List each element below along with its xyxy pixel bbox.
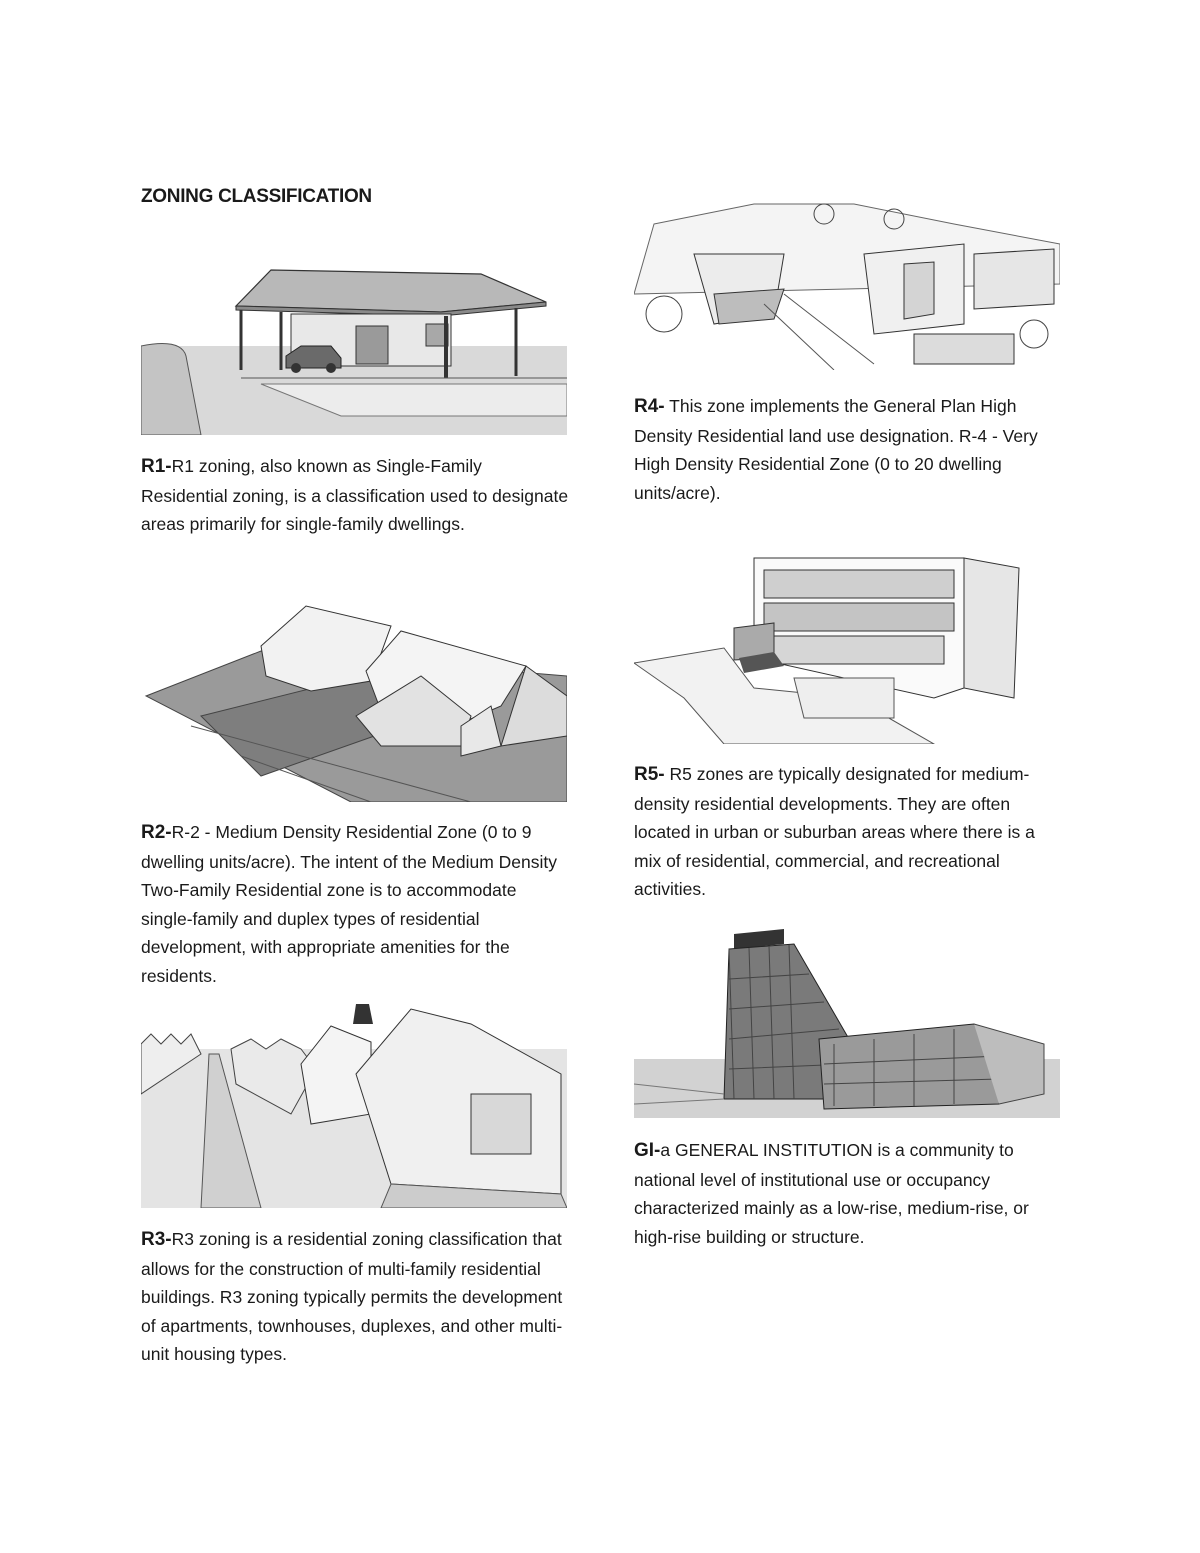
r1-code: R1- (141, 456, 172, 477)
gi-description (634, 1136, 1064, 1251)
r5-description (634, 760, 1064, 904)
gi-illustration (634, 924, 1060, 1118)
r2-illustration (141, 596, 567, 802)
r2-code: R2- (141, 822, 172, 843)
r3-illustration (141, 1004, 567, 1208)
r5-illustration (634, 548, 1044, 744)
r2-text: R-2 - Medium Density Residential Zone (0 to 9 dwelling units/acre). The intent of the Medium Density Two-Family Residential zone is to accommodate single-family and duplex types of residential development, with appropriate amenities for the residents. (141, 822, 557, 986)
r4-code: R4- (634, 396, 665, 417)
r1-description (141, 452, 571, 539)
r1-illustration (141, 266, 567, 435)
r3-description (141, 1225, 571, 1369)
r1-text: R1 zoning, also known as Single-Family Residential zoning, is a classification used to designate areas primarily for single-family dwellings. (141, 456, 569, 534)
r5-code: R5- (634, 764, 665, 785)
r4-illustration (634, 184, 1060, 370)
page-title: ZONING CLASSIFICATION (141, 186, 372, 207)
r3-text: R3 zoning is a residential zoning classification that allows for the construction of multi-family residential buildings. R3 zoning typically permits the development of apartments, townhouses, duplexes, and other multi-unit housing types. (141, 1229, 563, 1364)
r3-code: R3- (141, 1229, 172, 1250)
r4-description (634, 392, 1064, 507)
r5-text: R5 zones are typically designated for medium-density residential developments. They are often located in urban or suburban areas where there is a mix of residential, commercial, and recreational activities. (634, 764, 1035, 899)
r4-text: This zone implements the General Plan High Density Residential land use designation. R-4 - Very High Density Residential Zone (0 to 20 dwelling units/acre). (634, 396, 1038, 503)
gi-text: a GENERAL INSTITUTION is a community to national level of institutional use or occupancy characterized mainly as a low-rise, medium-rise, or high-rise building or structure. (634, 1140, 1029, 1247)
gi-code: GI- (634, 1140, 661, 1161)
r2-description (141, 818, 571, 990)
